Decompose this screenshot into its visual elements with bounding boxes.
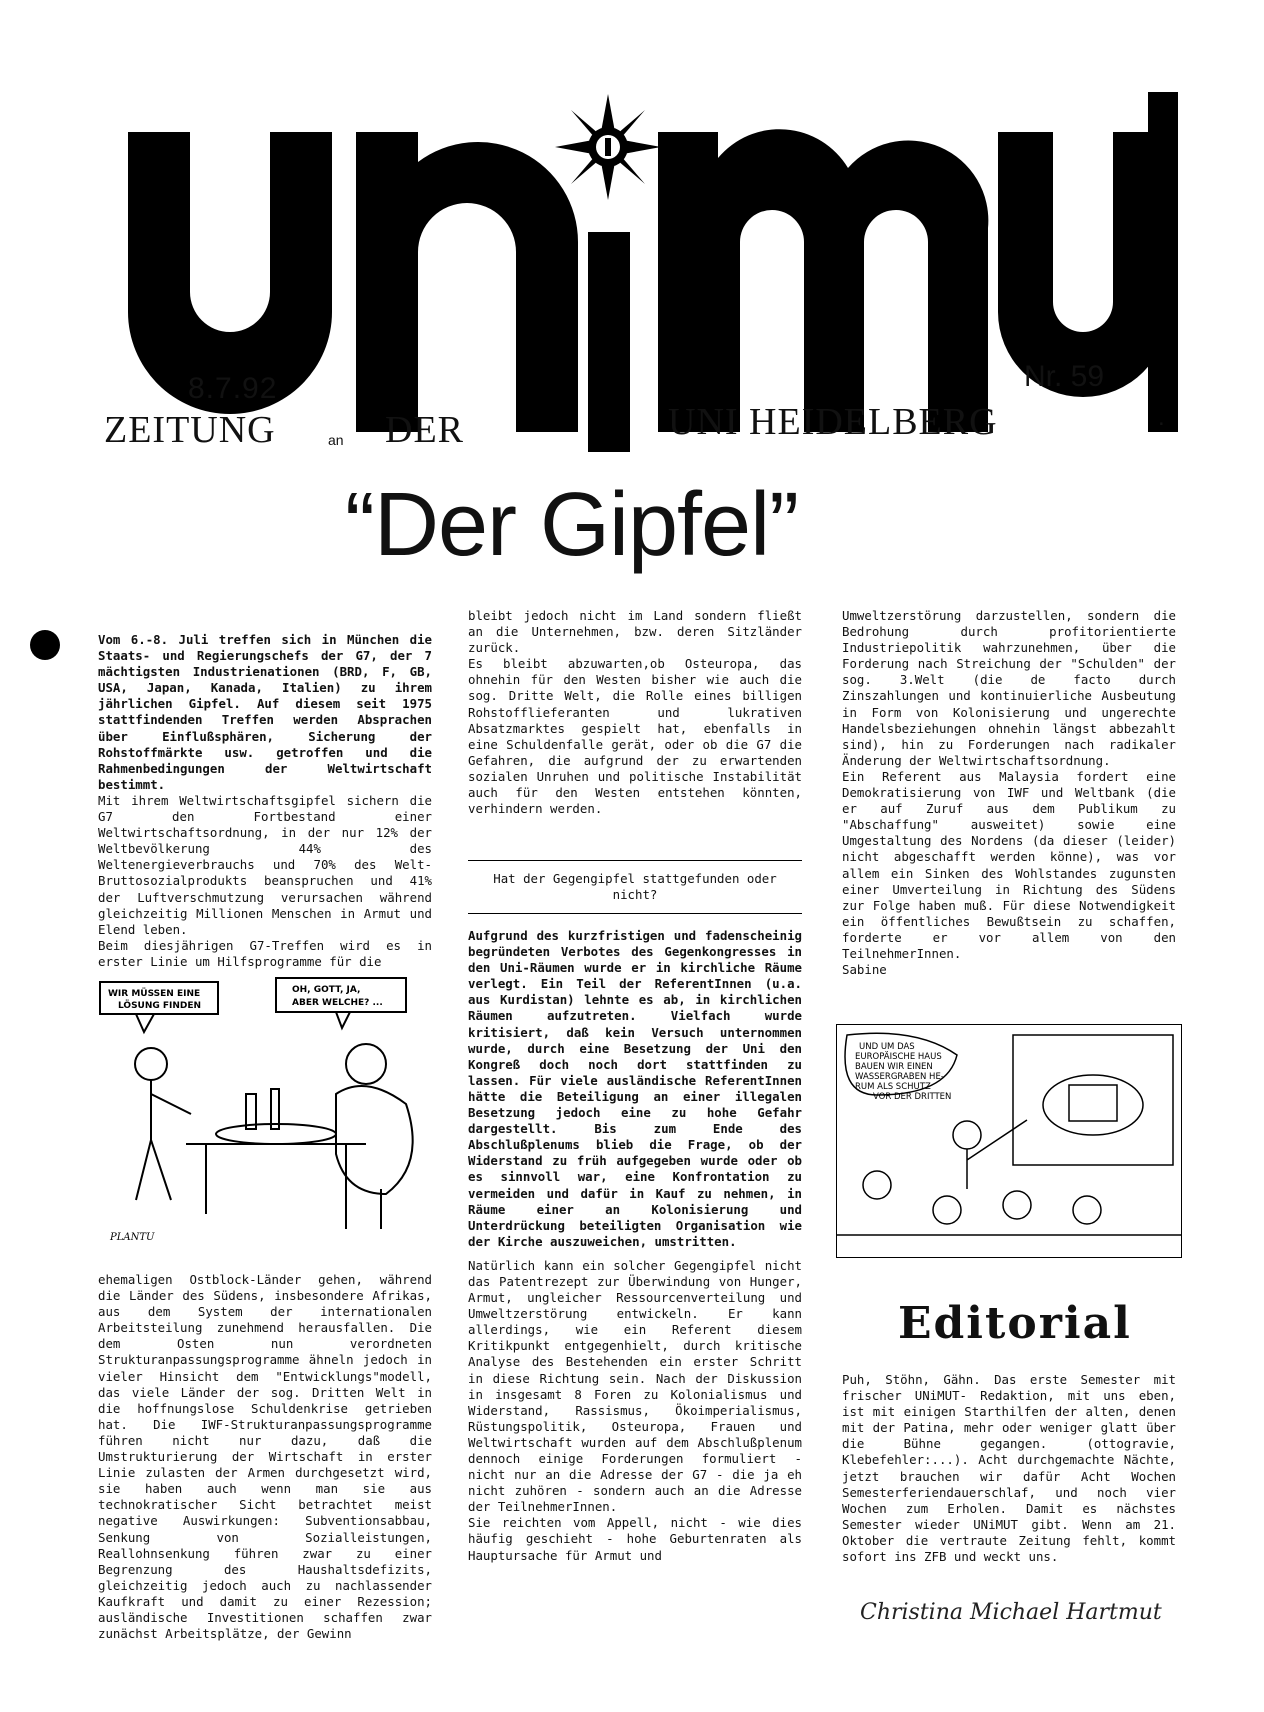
column-2-bottom [468, 928, 802, 1564]
masthead-dot: . [1158, 404, 1165, 431]
paragraph: Mit ihrem Weltwirtschaftsgipfel sichern die G7 den Fortbestand einer Weltwirtschaftsordnung, in der nur 12% der Weltbevölkerung 44% des Weltenergieverbrauchs und 70% des Welt-Bruttosozialprodukts beanspruchen und 41% der Luftverschmutzung verursachen während gleichzeitig Millionen Menschen in Armut und Elend leben. [98, 792, 432, 937]
cartoon-bubble-1-text: WIR MÜSSEN EINE [108, 989, 201, 999]
cartoon-drawing [837, 1025, 1181, 1257]
paragraph: Es bleibt abzuwarten,ob Osteuropa, das ohnehin für den Westen bisher wie auch die sog. Dritte Welt, die Rolle eines billigen Rohstofflieferanten und lukrativen Absatzmarktes gespielt hat, ebenfalls in eine Schuldenfalle gerät, oder ob die G7 die Gefahren, die aufgrund der zu erwartenden sozialen Unruhen und politische Instabilität auch für den Westen entstehen könnten, verhindern werden. [468, 656, 802, 817]
star-emblem-icon [553, 92, 663, 202]
bullet-dot [30, 630, 60, 660]
subtitle-der: DER [385, 409, 464, 451]
paragraph: Natürlich kann ein solcher Gegengipfel nicht das Patentrezept zur Überwindung von Hunger, Armut, ungleicher Ressourcenverteilung und Umweltzerstörung entwickeln. Er kann allerdings, wie ein Referent diesem Kritikpunkt entgegenhielt, durch kritische Analyse des Bestehenden ein erster Schritt in diese Richtung sein. Nach der Diskussion in insgesamt 8 Foren zu Kolonialismus und Widerstand, Rassismus, Ökoimperialismus, Rüstungspolitik, Osteuropa, Frauen und Weltwirtschaft wurden auf dem Abschlußplenum dennoch einige Forderungen formuliert - nicht nur an die Adresse der G7 - die ja eh nicht zuhören - sondern auch an die Adresse der TeilnehmerInnen. [468, 1257, 802, 1515]
column-1-top [98, 632, 432, 970]
section-heading-gegengipfel: Hat der Gegengipfel stattgefunden oder nicht? [468, 860, 802, 914]
editorial-signature: Christina Michael Hartmut [860, 1600, 1162, 1625]
intro-paragraph: Vom 6.-8. Juli treffen sich in München die Staats- und Regierungschefs der G7, der 7 mächtigsten Industrienationen (BRD, F, GB, USA, Japan, Kanada, Italien) zu ihrem jährlichen Gipfel. Auf diesem seit 1975 stattfindenden Treffen werden Absprachen über Einflußsphären, Sicherung der Rohstoffmärkte usw. getroffen und die Rahmenbedingungen der Weltwirtschaft bestimmt. [98, 632, 432, 792]
svg-text:UND UM DAS: UND UM DAS [859, 1042, 915, 1052]
paragraph: Beim diesjährigen G7-Treffen wird es in erster Linie um Hilfsprogramme für die [98, 937, 432, 969]
author-name: Sabine [842, 962, 887, 978]
column-2-top [468, 608, 802, 817]
subtitle-uni-heidelberg: UNI HEIDELBERG [668, 401, 998, 443]
svg-text:EUROPÄISCHE HAUS: EUROPÄISCHE HAUS [855, 1052, 942, 1062]
svg-text:BAUEN WIR EINEN: BAUEN WIR EINEN [855, 1062, 933, 1072]
paragraph: Sie reichten vom Appell, nicht - wie dies häufig geschieht - hohe Geburtenraten als Hauptursache für Armut und [468, 1515, 802, 1563]
paragraph: Ein Referent aus Malaysia fordert eine Demokratisierung von IWF und Weltbank (die er auf Zuruf aus dem Publikum zu "Abschaffung" ausweitet) sowie eine Umgestaltung des Nordens (da dieser (leider) nicht abgeschafft werden könne), was vor allem ein Sinken des Wohlstandes zugunsten einer Umverteilung in Richtung des Südens zur Folge haben muß. Für diese Notwendigkeit ein öffentliches Bewußtsein zu schaffen, forderte er vor allem von den TeilnehmerInnen. [842, 768, 1176, 961]
svg-text:VOR DER DRITTEN: VOR DER DRITTEN [873, 1092, 952, 1102]
svg-text:ABER WELCHE? ...: ABER WELCHE? ... [292, 998, 383, 1008]
editorial-text [842, 1372, 1176, 1565]
cartoon-drawing [96, 974, 432, 1250]
paragraph: bleibt jedoch nicht im Land sondern fließt an die Unternehmen, bzw. deren Sitzländer zurück. [468, 608, 802, 656]
subtitle-an: an [328, 432, 344, 448]
paragraph: Umweltzerstörung darzustellen, sondern die Bedrohung durch profitorientierte Industriepolitik wahrzunehmen, über die Forderung nach Streichung der "Schulden" der sog. 3.Welt (die de facto durch Zinszahlungen und kontinuierliche Ausbeutung in Form von Kolonisierung und ungerechte Handelsbeziehungen ohnehin längst abbezahlt sind), hin zu Forderungen nach radikaler Änderung der Weltwirtschaftsordnung. [842, 608, 1176, 768]
headline: “Der Gipfel” [345, 475, 799, 575]
issue-date: 8.7.92 [188, 372, 278, 405]
column-1-bottom [98, 1272, 432, 1642]
paragraph: Puh, Stöhn, Gähn. Das erste Semester mit frischer UNiMUT- Redaktion, mit uns eben, ist mit einigen Starthilfen der alten, denen mit der Patina, mehr oder weniger glatt über die Bühne gegangen. (ottogravie, Klebefehler:...). Acht durchgemachte Nächte, jetzt brauchen wir dafür Acht Wochen Semesterferiendauerschlaf, und noch vier Wochen zum Erholen. Damit es nächstes Semester wieder UNiMUT gibt. Wenn am 21. Oktober die vertraute Zeitung fehlt, kommt sofort ins ZFB und weckt uns. [842, 1372, 1176, 1565]
svg-text:LÖSUNG FINDEN: LÖSUNG FINDEN [118, 1001, 202, 1011]
paragraph: Aufgrund des kurzfristigen und fadenscheinig begründeten Verbotes des Gegenkongresses in den Uni-Räumen wurde er in kirchliche Räume verlegt. Ein Teil der ReferentInnen (u.a. aus Kurdistan) lehnte es ab, in kirchlichen Räumen aufzutreten. Vielfach wurde kritisiert, daß kein Versuch unternommen wurde, durch eine Besetzung der Uni den Kongreß doch noch dort stattfinden zu lassen. Für viele ausländische ReferentInnen hätte die Beteiligung an einer illegalen Besetzung jedoch eine zu hohe Gefahr dargestellt. Bis zum Ende des Abschlußplenums blieb die Frage, ob der Widerstand zu früh aufgegeben wurde oder ob es sinnvoll war, eine Konfrontation zu vermeiden und dafür in Kauf zu nehmen, in Räume einer an Kolonisierung und Unterdrückung beteiligten Organisation wie der Kirche auszuweichen, umstritten. [468, 928, 802, 1249]
paragraph: ehemaligen Ostblock-Länder gehen, während die Länder des Südens, insbesondere Afrikas, aus dem System der internationalen Arbeitsteilung zunehmend herausfallen. Die dem Osten nun verordneten Strukturanpassungsprogramme ähneln jedoch in vieler Hinsicht dem "Entwicklungs"modell, das viele Länder der sog. Dritten Welt in die hoffnungslose Schuldenkrise getrieben hat. Die IWF-Strukturanpassungsprogramme führen nicht nur dazu, daß die Umstrukturierung der Wirtschaft in erster Linie zulasten der Armen durchgesetzt wird, sie haben auch wenn man sie aus technokratischer Sicht betrachtet meist negative Auswirkungen: Subventionsabbau, Senkung von Sozialleistungen, Reallohnsenkung führen zwar zu einer Begrenzung des Haushaltsdefizits, gleichzeitig jedoch auch zu nachlassender Kaufkraft und damit zu einer Rezession; ausländische Investitionen schaffen zwar zunächst Arbeitsplätze, der Gewinn [98, 1272, 432, 1642]
issue-number: Nr. 59 [1024, 360, 1105, 393]
subtitle-zeitung: ZEITUNG [104, 409, 276, 451]
svg-text:OH, GOTT, JA,: OH, GOTT, JA, [292, 985, 361, 995]
cartoon-european-house [836, 1024, 1182, 1258]
column-3-top [842, 608, 1176, 978]
svg-text:PLANTU: PLANTU [110, 1232, 155, 1243]
cartoon-g7-table [96, 974, 432, 1250]
editorial-title: Editorial [898, 1298, 1132, 1349]
svg-text:RUM ALS SCHUTZ: RUM ALS SCHUTZ [855, 1082, 931, 1092]
svg-text:WASSERGRABEN HE-: WASSERGRABEN HE- [855, 1072, 944, 1082]
